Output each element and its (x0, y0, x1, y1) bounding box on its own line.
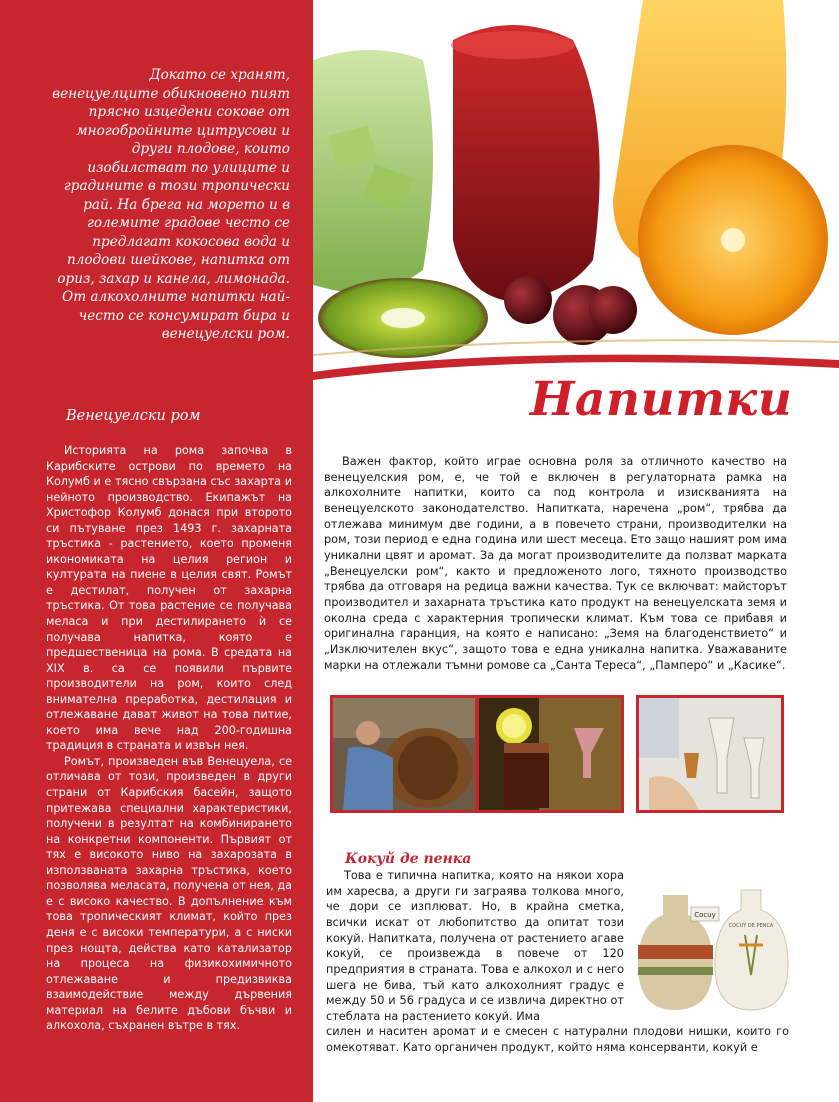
photo-rum-glasses (636, 695, 784, 813)
cocuy-article-text-continued: силен и наситен аромат и е смесен с натурални плодови нишки, които го омекотяват. Като органичен продукт, който няма консерванти, кокуй е (326, 1025, 789, 1054)
jug-label-1: Cocuy (694, 911, 716, 919)
jug-label-2: COCUY DE PENCA (728, 923, 774, 929)
cocuy-article-text: Това е типична напитка, която на някои хора им харесва, а други ги заграява толкова много, че дори се изплюват. Но, в крайна сметка, всички искат от любопитство да опитат този кокуй. Напитката, получена от растението агаве кокуй, се произвежда в повече от 120 предприятия в страната. Това е алкохол и с него шега не бива, тъй като алкохолният градус е между 50 и 56 градуса и се извлича директно от стеблата на растението кокуй. Има (326, 869, 624, 1023)
intro-quote: Докато се хранят, венецуелците обикновено пият прясно изцедени сокове от многобройните цитрусови и други плодове, които изобилстват по улиците и градините в този тропически рай. На брега на морето и в големите градове често се предлагат кокосова вода и плодови шейкове, напитка от ориз, захар и канела, лимонада. От алкохолните напитки най-често се консумират бира и венецуелски ром. (52, 67, 290, 342)
hero-image-drinks (313, 0, 839, 388)
photo-rum-barrel (330, 695, 478, 813)
drinks-illustration (313, 0, 839, 388)
sidebar-heading: Венецуелски ром (66, 408, 201, 424)
cocuy-heading: Кокуй де пенка (345, 851, 472, 867)
sidebar-paragraph: Историята на рома започва в Карибските острови по времето на Колумб и е тясно свързана със захарта и нейното производство. Екипажът на Христофор Колумб донася при второто си пътуване през 1493 г. захарната тръстика - растението, което променя икономиката на целия регион и културата на пиене в целия свят. Ромът е дестилат, получен от захарна тръстика. От това растение се получава меласа и при дестилирането ѝ се получава напитка, която е предшественица на рома. В средата на XIX в. са се появили първите производители на ром, които след внимателна преработка, дестилация и отлежаване дават живот на това питие, което има вече над 200-годишна традиция в страната и извън нея. (46, 444, 292, 753)
sidebar-paragraph: Ромът, произведен във Венецуела, се отличава от този, произведен в други страни от Карибския басейн, защото притежава специални характеристики, получени в резултат на комбинирането на конкретни компоненти. Първият от тях е високото ниво на захарозата в използваната захарна тръстика, което позволява меласата, получена от нея, да е с високо качество. В допълнение към това тропическият климат, който през деня е с високи температури, а с ниски през нощта, действа като катализатор на процеса на физикохимичното отлежаване и предизвиква взаимодействие между дървения материал на белите дъбови бъчви и алкохола, съхранен вътре в тях. (46, 754, 292, 1033)
main-article-text: Важен фактор, който играе основна роля за отличното качество на венецуелския ром, е, че той е включен в регулаторната рамка на алкохолните напитки, които са под контрола и изискванията на венецуелското законодателство. Напитката, наречена „ром“, трябва да отлежава минимум две години, а в повечето страни, производителки на ром, този период е една година или шест месеца. Ето защо нашият ром има уникални цвят и аромат. За да могат производителите да ползват марката „Венецуелски ром“, както и предложеното лого, тяхното производство трябва да отговаря на редица важни качества. Тук се включват: майсторът производител и захарната тръстика като продукт на венецуелската земя и околна среда с характерния тропически климат. Към това се прибавя и оригинална гаранция, на която е написано: „Земя на благоденствието“ и „Изключителен вкус“, защото това е една уникална напитка. Уважаваните марки на отлежали тъмни ромове са „Санта Тереса“, „Памперо“ и „Касике“. (324, 455, 787, 672)
photo-cocktail (476, 695, 624, 813)
page-title: Напитки (530, 372, 793, 427)
photo-cocuy-jugs (633, 875, 793, 1015)
sidebar-article (46, 443, 292, 1034)
